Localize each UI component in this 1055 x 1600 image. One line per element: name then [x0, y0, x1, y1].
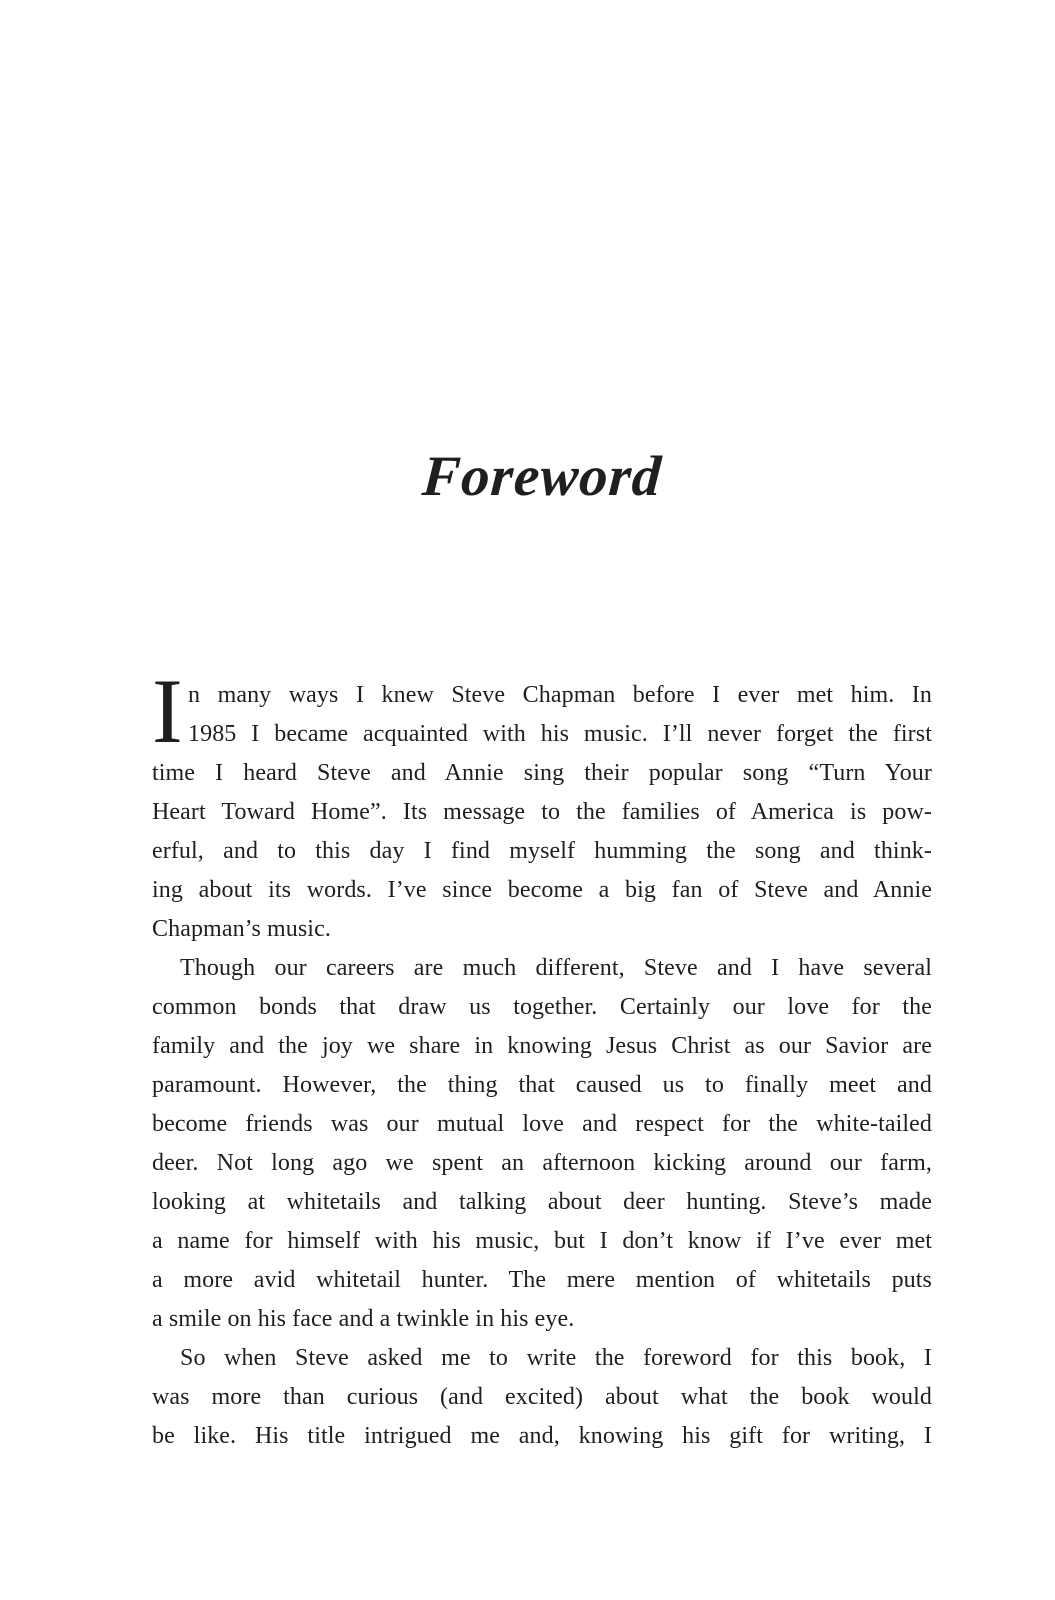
text-line: become friends was our mutual love and respect for the white-tailed [152, 1111, 932, 1137]
text-line: deer. Not long ago we spent an afternoon kicking around our farm, [152, 1150, 932, 1176]
text-line: Chapman’s music. [152, 916, 331, 942]
text-line: a more avid whitetail hunter. The mere mention of whitetails puts [152, 1267, 932, 1293]
text-line: was more than curious (and excited) about what the book would [152, 1384, 932, 1410]
text-line: ing about its words. I’ve since become a big fan of Steve and Annie [152, 877, 932, 903]
text-line: erful, and to this day I find myself humming the song and think- [152, 838, 932, 864]
paragraph-2 [152, 949, 932, 1339]
body-text [152, 660, 932, 1456]
paragraph-1 [152, 660, 932, 949]
text-line: So when Steve asked me to write the foreword for this book, I [180, 1345, 932, 1371]
text-line: common bonds that draw us together. Certainly our love for the [152, 994, 932, 1020]
text-line: time I heard Steve and Annie sing their popular song “Turn Your [152, 760, 932, 786]
text-line: n many ways I knew Steve Chapman before I ever met him. In [188, 682, 932, 708]
text-line: Though our careers are much different, Steve and I have several [180, 955, 932, 981]
text-line: a name for himself with his music, but I don’t know if I’ve ever met [152, 1228, 932, 1254]
text-line: Heart Toward Home”. Its message to the families of America is pow- [152, 799, 932, 825]
paragraph-3 [152, 1339, 932, 1456]
text-line: be like. His title intrigued me and, knowing his gift for writing, I [152, 1423, 932, 1449]
foreword-title: Foreword [420, 445, 664, 508]
text-line: a smile on his face and a twinkle in his eye. [152, 1306, 575, 1332]
text-line: family and the joy we share in knowing Jesus Christ as our Savior are [152, 1033, 932, 1059]
drop-cap: I [152, 660, 183, 762]
text-line: looking at whitetails and talking about deer hunting. Steve’s made [152, 1189, 932, 1215]
text-line: 1985 I became acquainted with his music. I’ll never forget the first [188, 721, 932, 747]
text-line: paramount. However, the thing that caused us to finally meet and [152, 1072, 932, 1098]
